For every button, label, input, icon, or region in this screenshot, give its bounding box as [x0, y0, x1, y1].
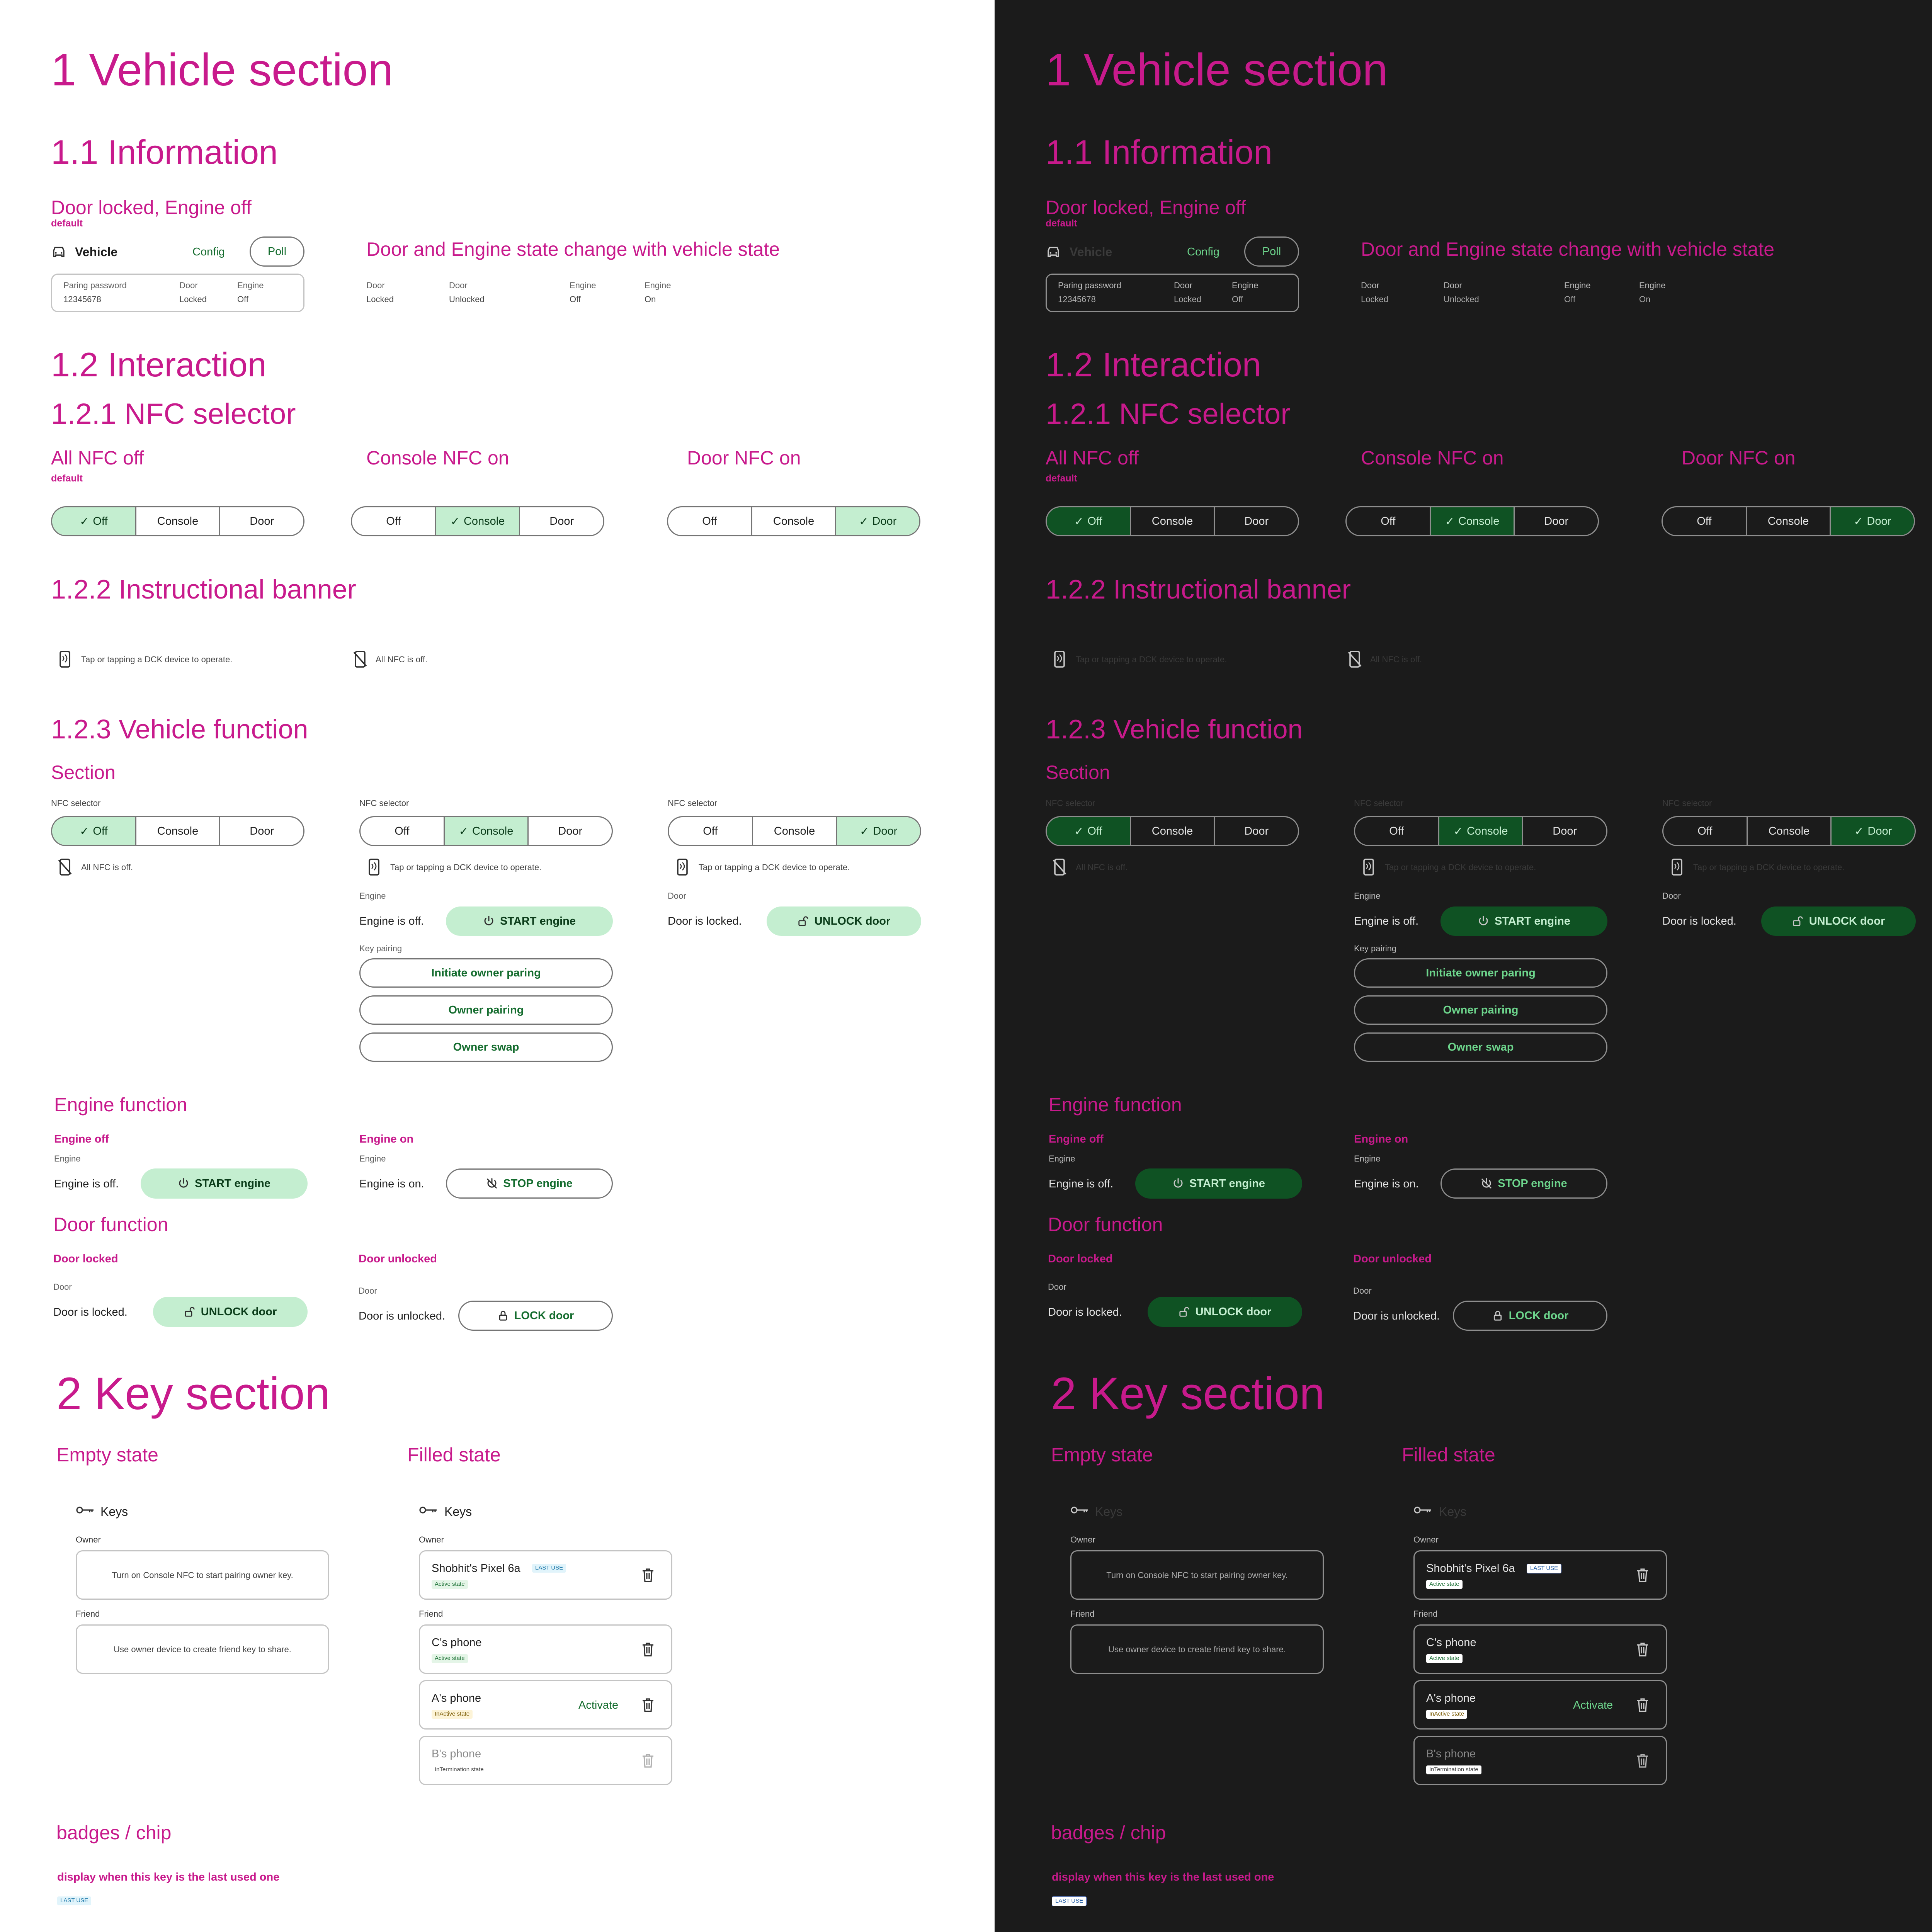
door-label: Door	[1174, 281, 1192, 290]
nfc-option-off[interactable]: Off	[361, 817, 445, 845]
badges-chip-title: badges / chip	[1051, 1822, 1166, 1844]
door-label: Door	[668, 891, 686, 901]
state-engine-label-1: Engine	[570, 281, 596, 290]
state-door-label-2: Door	[449, 281, 468, 290]
door-locked-text: Door is locked.	[53, 1306, 128, 1318]
nfc-option-door[interactable]: Door	[1244, 825, 1269, 837]
trash-icon[interactable]	[1636, 1697, 1649, 1712]
inactive-state-badge: InActive state	[1426, 1710, 1467, 1719]
trash-icon[interactable]	[1636, 1642, 1649, 1656]
nfc-phone-icon	[676, 859, 689, 876]
section-nfc-selector-door	[668, 816, 921, 846]
engine-label: Engine	[237, 281, 264, 290]
key-name: C's phone	[432, 1636, 482, 1649]
state-engine-label-2: Engine	[645, 281, 671, 290]
state-engine-on: On	[1639, 294, 1651, 304]
state-engine-label-1: Engine	[1564, 281, 1591, 290]
section-nfc-selector-off	[1046, 816, 1299, 846]
pairing-password-value: 12345678	[63, 294, 101, 304]
engine-value: Off	[237, 294, 248, 304]
nfc-option-console[interactable]: ✓ Console	[1439, 817, 1524, 845]
poll-label: Poll	[267, 245, 287, 258]
nfc-option-console[interactable]: Console	[1131, 817, 1215, 845]
nfc-selector-door	[667, 506, 920, 536]
power-off-icon	[486, 1178, 498, 1189]
keys-title: Keys	[100, 1505, 128, 1519]
nfc-selector-label-1: NFC selector	[51, 798, 101, 808]
door-label: Door	[53, 1282, 72, 1292]
nfc-phone-icon	[1362, 859, 1375, 876]
nfc-selector-console	[1345, 506, 1599, 536]
activate-button[interactable]: Activate	[578, 1699, 619, 1711]
unlock-door-button[interactable]: UNLOCK door	[1761, 906, 1916, 936]
engine-off-text: Engine is off.	[54, 1178, 119, 1190]
badges-chip-title: badges / chip	[56, 1822, 172, 1844]
all-nfc-off-title: All NFC off	[51, 447, 144, 469]
nfc-selector-label-2: NFC selector	[359, 798, 409, 808]
state-engine-on: On	[645, 294, 656, 304]
pairing-password-label: Paring password	[63, 281, 127, 290]
door-value: Locked	[179, 294, 207, 304]
default-label: default	[51, 218, 83, 229]
active-state-badge: Active state	[1426, 1580, 1463, 1589]
car-icon	[51, 245, 66, 259]
instructional-banner-title: 1.2.2 Instructional banner	[1046, 574, 1351, 604]
key-section-title: 2 Key section	[1051, 1368, 1325, 1419]
nfc-option-console[interactable]: Console	[753, 817, 837, 845]
active-state-badge: Active state	[432, 1580, 468, 1589]
key-icon	[419, 1505, 437, 1515]
empty-owner-text: Turn on Console NFC to start pairing owner key.	[112, 1570, 293, 1580]
door-unlocked-subtitle: Door unlocked	[359, 1253, 437, 1265]
interaction-title: 1.2 Interaction	[51, 345, 267, 384]
vehicle-function-title: 1.2.3 Vehicle function	[1046, 714, 1303, 744]
instructional-banner-title: 1.2.2 Instructional banner	[51, 574, 356, 604]
section-tap-text-console: Tap or tapping a DCK device to operate.	[1385, 862, 1536, 872]
state-change-title: Door and Engine state change with vehicle state	[1361, 238, 1775, 260]
nfc-phone-icon	[1053, 651, 1066, 668]
keys-title: Keys	[1095, 1505, 1123, 1519]
nfc-option-door[interactable]: ✓ Door	[836, 507, 919, 535]
engine-on-subtitle: Engine on	[1354, 1133, 1408, 1145]
nfc-option-off[interactable]: Off	[668, 507, 752, 535]
banner-all-off-text: All NFC is off.	[1370, 655, 1422, 664]
door-locked-engine-off-title: Door locked, Engine off	[1046, 197, 1246, 218]
door-label: Door	[1353, 1286, 1372, 1296]
engine-off-text: Engine is off.	[1049, 1178, 1114, 1190]
key-pairing-label: Key pairing	[1354, 944, 1397, 953]
door-label: Door	[1662, 891, 1681, 901]
nfc-selector-off	[1046, 506, 1299, 536]
door-unlocked-text: Door is unlocked.	[359, 1310, 446, 1322]
nfc-phone-icon	[59, 651, 71, 668]
vehicle-section-title: 1 Vehicle section	[51, 44, 393, 95]
door-status-text: Door is locked.	[1662, 915, 1736, 927]
door-locked-text: Door is locked.	[1048, 1306, 1122, 1318]
nfc-option-console[interactable]: Console	[1131, 507, 1215, 535]
poll-button[interactable]	[250, 236, 304, 267]
display-last-used-text: display when this key is the last used one	[57, 1871, 280, 1883]
key-name: A's phone	[1426, 1692, 1476, 1704]
console-nfc-on-title: Console NFC on	[366, 447, 509, 469]
section-title: Section	[51, 762, 116, 783]
nfc-option-off[interactable]: Off	[1663, 507, 1747, 535]
state-change-title: Door and Engine state change with vehicle state	[366, 238, 780, 260]
section-nfc-selector-console	[359, 816, 613, 846]
active-state-badge: Active state	[1426, 1654, 1463, 1663]
door-label: Door	[359, 1286, 377, 1296]
nfc-option-console[interactable]: Console	[1748, 817, 1832, 845]
engine-label: Engine	[359, 1154, 386, 1163]
stop-engine-button[interactable]: STOP engine	[446, 1168, 613, 1199]
key-item-friend-c[interactable]	[1413, 1624, 1667, 1674]
unlock-door-button[interactable]: UNLOCK door	[767, 906, 921, 936]
console-nfc-on-title: Console NFC on	[1361, 447, 1504, 469]
lock-door-button[interactable]: LOCK door	[1453, 1301, 1607, 1331]
config-button[interactable]: Config	[192, 246, 225, 258]
nfc-option-door[interactable]: Door	[558, 825, 583, 837]
state-door-locked: Locked	[1361, 294, 1388, 304]
key-name: C's phone	[1426, 1636, 1476, 1649]
state-door-label-2: Door	[1444, 281, 1462, 290]
nfc-selector-label-1: NFC selector	[1046, 798, 1095, 808]
friend-label: Friend	[1413, 1609, 1438, 1619]
nfc-option-off[interactable]: ✓ Off	[52, 817, 136, 845]
start-engine-button[interactable]: START engine	[141, 1168, 308, 1199]
nfc-off-icon	[1348, 651, 1362, 668]
config-button[interactable]: Config	[1187, 246, 1219, 258]
info-card-box	[51, 274, 304, 312]
nfc-selector-title: 1.2.1 NFC selector	[1046, 398, 1291, 430]
unlock-icon	[798, 915, 809, 927]
key-item-friend-a[interactable]	[419, 1680, 672, 1730]
nfc-phone-icon	[1671, 859, 1683, 876]
door-label: Door	[1048, 1282, 1066, 1292]
last-use-badge: LAST USE	[1052, 1896, 1087, 1906]
dark-theme-panel	[995, 0, 1932, 1932]
unlock-door-button[interactable]: UNLOCK door	[1148, 1297, 1302, 1327]
nfc-option-console[interactable]: Console	[752, 507, 837, 535]
owner-label: Owner	[76, 1535, 101, 1544]
nfc-selector-console	[351, 506, 604, 536]
owner-swap-button[interactable]: Owner swap	[359, 1032, 613, 1062]
engine-status-text: Engine is off.	[1354, 915, 1419, 927]
initiate-owner-paring-button[interactable]: Initiate owner paring	[1354, 958, 1607, 988]
engine-label: Engine	[1354, 891, 1381, 901]
information-title: 1.1 Information	[1046, 133, 1272, 171]
door-nfc-on-title: Door NFC on	[1682, 447, 1796, 469]
nfc-option-console[interactable]: ✓ Console	[1431, 507, 1515, 535]
nfc-selector-label-3: NFC selector	[668, 798, 718, 808]
keys-title: Keys	[444, 1505, 472, 1519]
banner-tap-text: Tap or tapping a DCK device to operate.	[81, 655, 233, 664]
trash-icon	[1636, 1753, 1649, 1768]
nfc-option-door[interactable]: Door	[250, 825, 274, 837]
nfc-option-door[interactable]: ✓ Door	[1832, 817, 1915, 845]
nfc-option-off[interactable]: ✓ Off	[52, 507, 136, 535]
key-item-friend-b	[419, 1736, 672, 1785]
nfc-option-door[interactable]: Door	[1544, 515, 1569, 527]
section-tap-text-door: Tap or tapping a DCK device to operate.	[699, 862, 850, 872]
owner-label: Owner	[419, 1535, 444, 1544]
keys-title: Keys	[1439, 1505, 1467, 1519]
friend-label: Friend	[76, 1609, 100, 1619]
nfc-option-console[interactable]: Console	[136, 817, 221, 845]
owner-pairing-button[interactable]: Owner pairing	[1354, 995, 1607, 1025]
lock-icon	[497, 1310, 509, 1321]
nfc-off-icon	[353, 651, 367, 668]
key-section-title: 2 Key section	[56, 1368, 330, 1419]
key-pairing-label: Key pairing	[359, 944, 402, 953]
door-locked-subtitle: Door locked	[53, 1253, 118, 1265]
stop-engine-button[interactable]: STOP engine	[1440, 1168, 1607, 1199]
door-unlocked-subtitle: Door unlocked	[1353, 1253, 1432, 1265]
nfc-option-door[interactable]: Door	[250, 515, 274, 527]
key-name: A's phone	[432, 1692, 481, 1704]
nfc-option-off[interactable]: Off	[1355, 817, 1439, 845]
nfc-selector-title: 1.2.1 NFC selector	[51, 398, 296, 430]
key-item-friend-c[interactable]	[419, 1624, 672, 1674]
nfc-selector-label-3: NFC selector	[1662, 798, 1712, 808]
empty-state-title: Empty state	[1051, 1444, 1153, 1466]
friend-label: Friend	[419, 1609, 443, 1619]
inactive-state-badge: InActive state	[432, 1710, 473, 1719]
key-icon	[1070, 1505, 1089, 1515]
section-tap-text-door: Tap or tapping a DCK device to operate.	[1693, 862, 1845, 872]
filled-state-title: Filled state	[1402, 1444, 1495, 1466]
nfc-option-off[interactable]: Off	[669, 817, 753, 845]
state-door-label-1: Door	[366, 281, 385, 290]
key-item-owner[interactable]	[419, 1550, 672, 1600]
engine-function-title: Engine function	[1049, 1094, 1182, 1116]
trash-icon[interactable]	[642, 1642, 654, 1656]
door-status-text: Door is locked.	[668, 915, 742, 927]
nfc-option-off[interactable]: Off	[1347, 507, 1431, 535]
power-icon	[1478, 915, 1489, 927]
engine-function-title: Engine function	[54, 1094, 187, 1116]
nfc-option-off[interactable]: Off	[352, 507, 436, 535]
lock-door-button[interactable]: LOCK door	[458, 1301, 613, 1331]
power-icon	[178, 1178, 189, 1189]
start-engine-label: START engine	[500, 915, 576, 927]
last-use-badge: LAST USE	[532, 1564, 566, 1573]
nfc-option-off[interactable]: ✓ Off	[1047, 817, 1131, 845]
engine-label: Engine	[359, 891, 386, 901]
section-title: Section	[1046, 762, 1110, 783]
empty-state-title: Empty state	[56, 1444, 158, 1466]
engine-label: Engine	[1354, 1154, 1381, 1163]
state-engine-off: Off	[570, 294, 581, 304]
banner-tap-text: Tap or tapping a DCK device to operate.	[1076, 655, 1227, 664]
start-engine-label: START engine	[1494, 915, 1571, 927]
termination-state-badge: InTermination state	[432, 1765, 487, 1774]
default-label: default	[1046, 218, 1077, 229]
termination-state-badge: InTermination state	[1426, 1765, 1481, 1774]
last-use-badge: LAST USE	[57, 1896, 91, 1905]
empty-owner-text: Turn on Console NFC to start pairing owner key.	[1106, 1570, 1288, 1580]
door-function-title: Door function	[1048, 1214, 1163, 1235]
key-name: B's phone	[1426, 1748, 1476, 1760]
default-label-2: default	[51, 473, 83, 484]
car-icon	[1046, 245, 1061, 259]
all-nfc-off-title: All NFC off	[1046, 447, 1139, 469]
empty-friend-text: Use owner device to create friend key to share.	[114, 1645, 291, 1654]
key-item-friend-b	[1413, 1736, 1667, 1785]
engine-off-subtitle: Engine off	[1049, 1133, 1104, 1145]
state-engine-off: Off	[1564, 294, 1575, 304]
power-icon	[483, 915, 495, 927]
nfc-selector-off	[51, 506, 304, 536]
section-nfc-selector-door	[1662, 816, 1916, 846]
unlock-icon	[1792, 915, 1804, 927]
filled-state-title: Filled state	[407, 1444, 501, 1466]
engine-on-text: Engine is on.	[359, 1178, 424, 1190]
door-value: Locked	[1174, 294, 1201, 304]
active-state-badge: Active state	[432, 1654, 468, 1663]
pairing-password-value: 12345678	[1058, 294, 1096, 304]
unlock-icon	[1179, 1306, 1190, 1318]
unlock-icon	[184, 1306, 196, 1318]
nfc-option-door[interactable]: Door	[1553, 825, 1577, 837]
display-last-used-text: display when this key is the last used one	[1052, 1871, 1274, 1883]
section-all-off-text: All NFC is off.	[81, 862, 133, 872]
door-unlocked-text: Door is unlocked.	[1353, 1310, 1440, 1322]
engine-value: Off	[1232, 294, 1243, 304]
interaction-title: 1.2 Interaction	[1046, 345, 1261, 384]
vehicle-name: Vehicle	[1070, 245, 1112, 259]
friend-label: Friend	[1070, 1609, 1095, 1619]
nfc-off-icon	[1053, 859, 1066, 876]
key-name: Shobhit's Pixel 6a	[432, 1562, 520, 1575]
last-use-badge: LAST USE	[1527, 1564, 1561, 1573]
information-title: 1.1 Information	[51, 133, 278, 171]
trash-icon[interactable]	[642, 1697, 654, 1712]
vehicle-section-title: 1 Vehicle section	[1046, 44, 1388, 95]
nfc-phone-icon	[368, 859, 380, 876]
start-engine-button[interactable]	[446, 906, 613, 936]
section-nfc-selector-off	[51, 816, 304, 846]
nfc-option-door[interactable]: ✓ Door	[1831, 507, 1914, 535]
trash-icon[interactable]	[1636, 1568, 1649, 1582]
section-all-off-text: All NFC is off.	[1076, 862, 1128, 872]
lock-icon	[1492, 1310, 1503, 1321]
door-locked-engine-off-title: Door locked, Engine off	[51, 197, 252, 218]
nfc-selector-label-2: NFC selector	[1354, 798, 1404, 808]
engine-label: Engine	[1232, 281, 1259, 290]
key-icon	[1413, 1505, 1432, 1515]
state-door-unlocked: Unlocked	[1444, 294, 1479, 304]
state-door-label-1: Door	[1361, 281, 1379, 290]
info-card-box	[1046, 274, 1299, 312]
nfc-option-console[interactable]: Console	[136, 507, 221, 535]
nfc-option-console[interactable]: Console	[1747, 507, 1831, 535]
poll-button[interactable]	[1244, 236, 1299, 267]
key-icon	[76, 1505, 94, 1515]
section-tap-text-console: Tap or tapping a DCK device to operate.	[390, 862, 542, 872]
banner-all-off-text: All NFC is off.	[376, 655, 428, 664]
power-icon	[1172, 1178, 1184, 1189]
door-nfc-on-title: Door NFC on	[687, 447, 801, 469]
nfc-option-door[interactable]: Door	[1244, 515, 1269, 527]
nfc-option-door[interactable]: Door	[549, 515, 574, 527]
nfc-selector-door	[1662, 506, 1915, 536]
section-nfc-selector-console	[1354, 816, 1607, 846]
key-item-friend-a[interactable]	[1413, 1680, 1667, 1730]
owner-label: Owner	[1070, 1535, 1095, 1544]
vehicle-function-title: 1.2.3 Vehicle function	[51, 714, 308, 744]
engine-label: Engine	[54, 1154, 81, 1163]
door-locked-subtitle: Door locked	[1048, 1253, 1113, 1265]
activate-button[interactable]: Activate	[1573, 1699, 1613, 1711]
start-engine-button[interactable]	[1440, 906, 1607, 936]
key-item-owner[interactable]	[1413, 1550, 1667, 1600]
nfc-option-console[interactable]: ✓ Console	[445, 817, 529, 845]
state-door-unlocked: Unlocked	[449, 294, 485, 304]
empty-friend-text: Use owner device to create friend key to share.	[1108, 1645, 1286, 1654]
initiate-owner-paring-button[interactable]: Initiate owner paring	[359, 958, 613, 988]
poll-label: Poll	[1262, 245, 1281, 258]
key-name: B's phone	[432, 1748, 481, 1760]
nfc-option-console[interactable]: ✓ Console	[436, 507, 520, 535]
owner-swap-button[interactable]: Owner swap	[1354, 1032, 1607, 1062]
engine-status-text: Engine is off.	[359, 915, 424, 927]
engine-on-text: Engine is on.	[1354, 1178, 1419, 1190]
state-door-locked: Locked	[366, 294, 394, 304]
engine-label: Engine	[1049, 1154, 1075, 1163]
trash-icon	[642, 1753, 654, 1768]
nfc-option-off[interactable]: Off	[1663, 817, 1748, 845]
pairing-password-label: Paring password	[1058, 281, 1121, 290]
vehicle-name: Vehicle	[75, 245, 118, 259]
engine-off-subtitle: Engine off	[54, 1133, 109, 1145]
default-label-2: default	[1046, 473, 1077, 484]
nfc-option-off[interactable]: ✓ Off	[1047, 507, 1131, 535]
owner-label: Owner	[1413, 1535, 1439, 1544]
power-off-icon	[1481, 1178, 1492, 1189]
key-name: Shobhit's Pixel 6a	[1426, 1562, 1515, 1575]
door-function-title: Door function	[53, 1214, 168, 1235]
owner-pairing-button[interactable]: Owner pairing	[359, 995, 613, 1025]
state-engine-label-2: Engine	[1639, 281, 1666, 290]
nfc-off-icon	[58, 859, 72, 876]
nfc-option-door[interactable]: ✓ Door	[837, 817, 920, 845]
engine-on-subtitle: Engine on	[359, 1133, 414, 1145]
door-label: Door	[179, 281, 198, 290]
trash-icon[interactable]	[642, 1568, 654, 1582]
start-engine-button[interactable]: START engine	[1135, 1168, 1302, 1199]
unlock-door-button[interactable]: UNLOCK door	[153, 1297, 308, 1327]
